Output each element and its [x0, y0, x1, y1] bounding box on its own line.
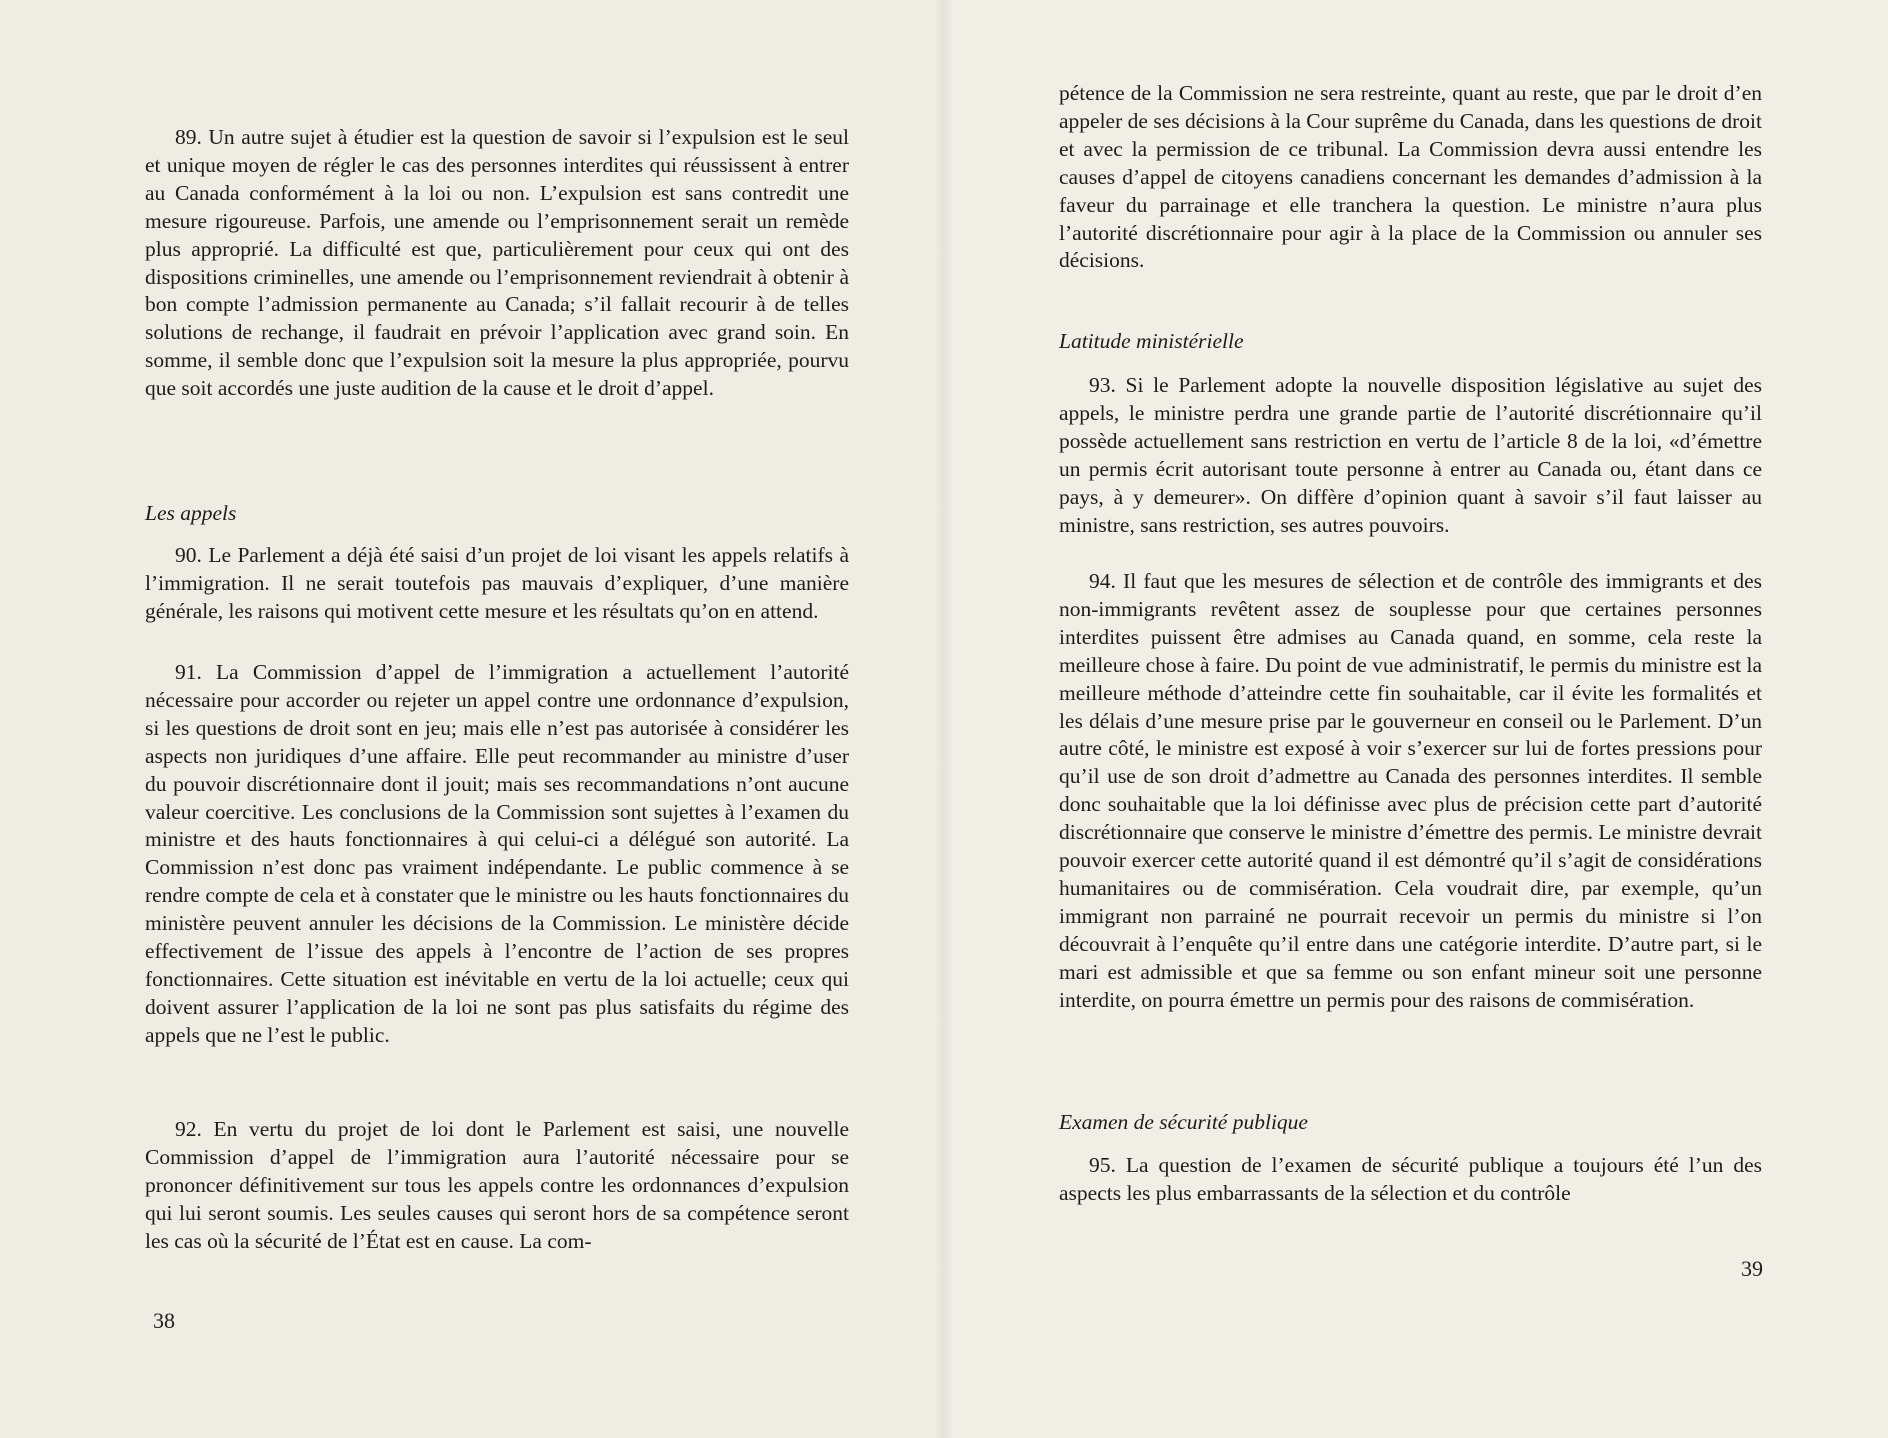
- page-number-right: 39: [1741, 1256, 1763, 1281]
- right-page: [944, 0, 1888, 1438]
- section-heading-ministerial-latitude: Latitude ministérielle: [1059, 329, 1244, 353]
- paragraph-89: 89. Un autre sujet à étudier est la question de savoir si l’expulsion est le seul et unique moyen de régler le cas des personnes interdites qui réussissent à entrer au Canada conformément à la loi ou non. L’expulsion est sans contredit une mesure rigoureuse. Parfois, une amende ou l’emprisonnement serait un remède plus approprié. La difficulté est que, particulièrement pour ceux qui ont des dispositions criminelles, une amende ou l’emprisonnement reviendrait à obtenir à bon compte l’admission permanente au Canada; s’il fallait recourir à de telles solutions de rechange, il faudrait en prévoir l’application avec grand soin. En somme, il semble donc que l’expulsion soit la mesure la plus appropriée, pourvu que soit accordés une juste audition de la cause et le droit d’appel.: [145, 125, 849, 401]
- paragraph-92: 92. En vertu du projet de loi dont le Parlement est saisi, une nouvelle Commission d’appel de l’immigration aura l’autorité nécessaire pour se prononcer définitivement sur tous les appels contre les ordonnances d’expulsion qui lui seront soumis. Les seules causes qui seront hors de sa compétence seront les cas où la sécurité de l’État est en cause. La com-: [145, 1117, 849, 1253]
- paragraph-92-continued: pétence de la Commission ne sera restreinte, quant au reste, que par le droit d’en appeler de ses décisions à la Cour suprême du Canada, dans les questions de droit et avec la permission de ce tribunal. La Commission devra aussi entendre les causes d’appel de citoyens canadiens concernant les demandes d’admission à la faveur du parrainage et elle tranchera la question. Le ministre n’aura plus l’autorité discrétionnaire pour agir à la place de la Commission ou annuler ses décisions.: [1059, 81, 1762, 273]
- paragraph-94: 94. Il faut que les mesures de sélection et de contrôle des immigrants et des non-immigrants revêtent assez de souplesse pour que certaines personnes interdites puissent être admises au Canada quand, en somme, cela reste la meilleure chose à faire. Du point de vue administratif, le permis du ministre est la meilleure méthode d’atteindre cette fin souhaitable, car il évite les formalités et les délais d’une mesure prise par le gouverneur en conseil ou le Parlement. D’un autre côté, le ministre est exposé à voir s’exercer sur lui de fortes pressions pour qu’il use de son droit d’admettre au Canada des personnes interdites. Il semble donc souhaitable que la loi définisse avec plus de précision cette part d’autorité discrétionnaire que conserve le ministre d’émettre des permis. Le ministre devrait pouvoir exercer cette autorité quand il est démontré qu’il s’agit de considérations humanitaires ou de commisération. Cela voudrait dire, par exemple, qu’un immigrant non parrainé ne pourrait recevoir un permis du ministre si l’on découvrait à l’enquête qu’il entre dans une catégorie interdite. D’autre part, si le mari est admissible et que sa femme ou son enfant mineur soit une personne interdite, on pourra émettre un permis pour des raisons de commisération.: [1059, 569, 1762, 1012]
- paragraph-90: 90. Le Parlement a déjà été saisi d’un projet de loi visant les appels relatifs à l’immigration. Il ne serait toutefois pas mauvais d’expliquer, d’une manière générale, les raisons qui motivent cette mesure et les résultats qu’on en attend.: [145, 543, 849, 623]
- section-heading-appeals: Les appels: [145, 501, 237, 525]
- section-heading-security-review: Examen de sécurité publique: [1059, 1110, 1308, 1134]
- paragraph-91: 91. La Commission d’appel de l’immigration a actuellement l’autorité nécessaire pour accorder ou rejeter un appel contre une ordonnance d’expulsion, si les questions de droit sont en jeu; mais elle n’est pas autorisée à considérer les aspects non juridiques d’une affaire. Elle peut recommander au ministre d’user du pouvoir discrétionnaire dont il jouit; mais ses recommandations n’ont aucune valeur coercitive. Les conclusions de la Commission sont sujettes à l’examen du ministre et des hauts fonctionnaires à qui celui-ci a délégué son autorité. La Commission n’est donc pas vraiment indépendante. Le public commence à se rendre compte de cela et à constater que le ministre ou les hauts fonctionnaires du ministère peuvent annuler les décisions de la Commission. Le ministère décide effectivement de l’issue des appels à l’encontre de l’action de ses propres fonctionnaires. Cette situation est inévitable en vertu de la loi actuelle; ceux qui doivent assurer l’application de la loi ne sont pas plus satisfaits du régime des appels que ne l’est le public.: [145, 660, 849, 1047]
- paragraph-95: 95. La question de l’examen de sécurité publique a toujours été l’un des aspects les plus embarrassants de la sélection et du contrôle: [1059, 1153, 1762, 1205]
- paragraph-93: 93. Si le Parlement adopte la nouvelle disposition législative au sujet des appels, le ministre perdra une grande partie de l’autorité discrétionnaire qu’il possède actuellement sans restriction en vertu de l’article 8 de la loi, «d’émettre un permis écrit autorisant toute personne à entrer au Canada ou, étant dans ce pays, à y demeurer». On diffère d’opinion quant à savoir s’il faut laisser au ministre, sans restriction, ses autres pouvoirs.: [1059, 373, 1762, 537]
- book-gutter: [934, 0, 954, 1438]
- page-number-left: 38: [153, 1308, 175, 1333]
